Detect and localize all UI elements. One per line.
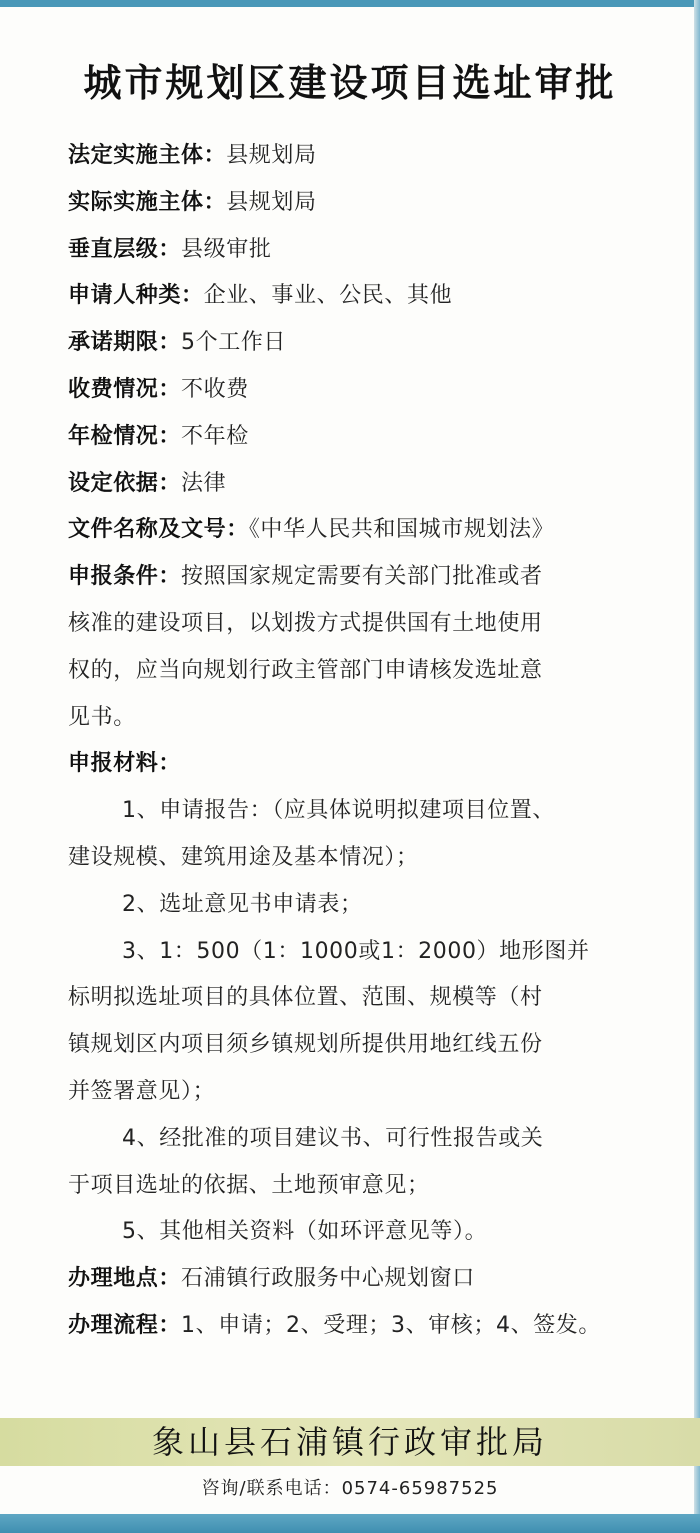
field-label: 承诺期限： <box>68 330 182 356</box>
bottom-stripe <box>0 1514 700 1533</box>
page-title: 城市规划区建设项目选址审批 <box>83 61 617 105</box>
materials-line: 4、经批准的项目建议书、可行性报告或关 <box>122 1125 544 1151</box>
field-label: 实际实施主体： <box>68 189 227 215</box>
field-label: 设定依据： <box>68 470 182 496</box>
right-edge-stripe <box>694 0 700 1533</box>
field-label: 收费情况： <box>68 376 182 402</box>
field-level <box>68 227 648 274</box>
conditions-line: 见书。 <box>68 704 136 730</box>
top-stripe <box>0 0 700 7</box>
materials-line: 于项目选址的依据、土地预审意见； <box>68 1172 430 1198</box>
field-value: 县规划局 <box>226 189 317 215</box>
field-value: 企业、事业、公民、其他 <box>203 283 453 309</box>
field-value: 县级审批 <box>181 236 272 262</box>
field-document <box>68 507 648 554</box>
field-value: 5个工作日 <box>181 330 287 356</box>
materials-line: 5、其他相关资料（如环评意见等）。 <box>122 1219 488 1245</box>
field-time-limit <box>68 320 648 367</box>
field-legal-entity <box>68 133 648 180</box>
field-label: 垂直层级： <box>68 236 182 262</box>
field-process <box>68 1303 648 1350</box>
field-location <box>68 1256 648 1303</box>
contact-phone: 咨询/联系电话：0574-65987525 <box>201 1478 499 1499</box>
field-conditions <box>68 554 648 601</box>
field-value: 不收费 <box>181 376 249 402</box>
field-label: 申请人种类： <box>68 283 204 309</box>
field-value: 法律 <box>181 470 227 496</box>
field-label: 办理地点： <box>68 1266 182 1292</box>
field-label: 法定实施主体： <box>68 143 227 168</box>
field-value: 1、申请；2、受理；3、审核；4、签发。 <box>181 1312 602 1338</box>
materials-heading: 申报材料： <box>68 751 182 777</box>
field-value: 不年检 <box>181 423 249 449</box>
materials-line: 1、申请报告：（应具体说明拟建项目位置、 <box>122 798 555 824</box>
materials-line: 镇规划区内项目须乡镇规划所提供用地红线五份 <box>68 1032 543 1058</box>
field-actual-entity <box>68 180 648 227</box>
field-label: 年检情况： <box>68 423 182 449</box>
field-annual-check <box>68 414 648 461</box>
field-basis <box>68 461 648 508</box>
materials-line: 2、选址意见书申请表； <box>122 891 363 917</box>
materials-line: 并签署意见）； <box>68 1078 216 1104</box>
approval-info <box>68 133 648 1350</box>
field-label: 文件名称及文号： <box>68 517 249 543</box>
conditions-line: 核准的建设项目，以划拨方式提供国有土地使用 <box>68 610 543 636</box>
bureau-name: 象山县石浦镇行政审批局 <box>151 1423 548 1461</box>
conditions-line: 按照国家规定需要有关部门批准或者 <box>181 564 543 590</box>
field-label: 申报条件： <box>68 564 182 590</box>
field-applicant-type <box>68 273 648 320</box>
materials-line: 标明拟选址项目的具体位置、范围、规模等（村 <box>68 985 543 1011</box>
field-fee <box>68 367 648 414</box>
conditions-line: 权的，应当向规划行政主管部门申请核发选址意 <box>68 657 543 683</box>
field-label: 办理流程： <box>68 1312 182 1338</box>
field-value: 县规划局 <box>226 143 317 168</box>
materials-line: 3、1：500（1：1000或1：2000）地形图并 <box>122 938 590 964</box>
field-value: 石浦镇行政服务中心规划窗口 <box>181 1266 475 1292</box>
field-value: 《中华人民共和国城市规划法》 <box>248 517 555 543</box>
materials-line: 建设规模、建筑用途及基本情况）； <box>68 844 419 870</box>
